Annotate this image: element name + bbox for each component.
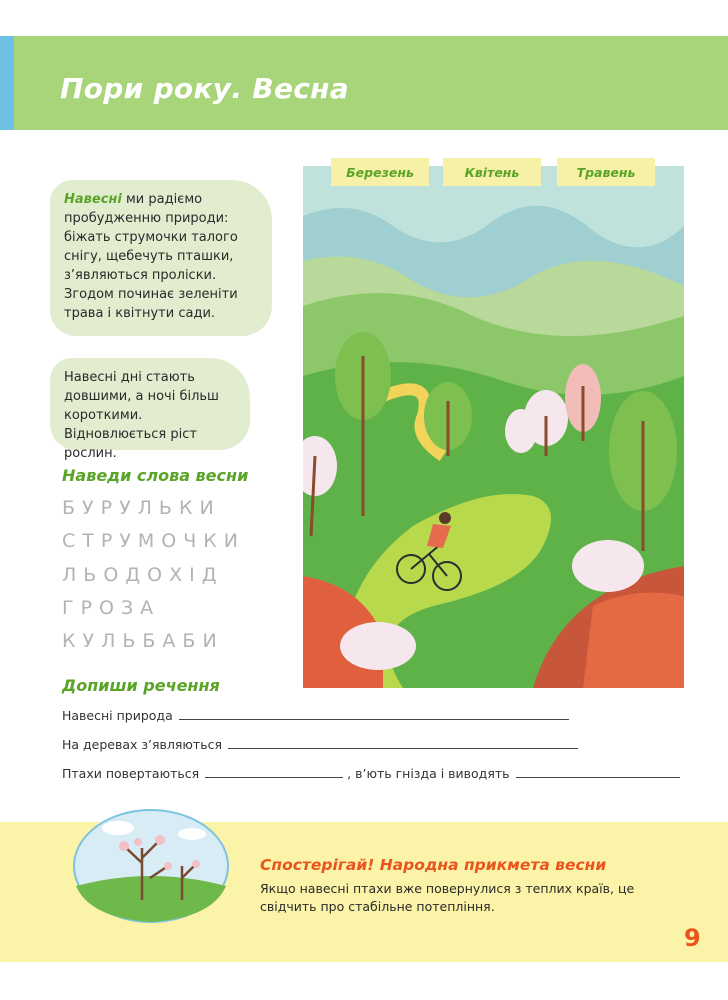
month-tab-april: Квітень bbox=[443, 158, 541, 186]
trace-section-title: Наведи слова весни bbox=[62, 466, 249, 485]
info-bubble-spring bbox=[50, 180, 272, 336]
page-number: 9 bbox=[684, 924, 701, 952]
info-bubble-days bbox=[50, 358, 250, 461]
sentence-text: Навесні природа bbox=[62, 708, 173, 723]
complete-section-title: Допиши речення bbox=[62, 676, 220, 695]
answer-line[interactable] bbox=[179, 718, 569, 720]
month-tab-march: Березень bbox=[331, 158, 429, 186]
header-accent-strip bbox=[0, 36, 14, 130]
trace-word: ЛЬОДОХІД bbox=[62, 564, 224, 586]
bubble-text: ми радіємо пробудженню природи: біжать струмочки талого снігу, щебечуть пташки, з’являються проліски. Згодом починає зеленіти трава і квітнути сади. bbox=[64, 192, 238, 321]
answer-line[interactable] bbox=[228, 747, 578, 749]
answer-line[interactable] bbox=[205, 776, 343, 778]
footer-text: Якщо навесні птахи вже повернулися з теплих країв, це свідчить про стабільне потепління. bbox=[260, 881, 635, 914]
footer-title: Спостерігай! Народна прикмета весни bbox=[260, 856, 607, 874]
sentence-text: , в’ють гнізда і виводять bbox=[347, 766, 510, 781]
spring-tree-circle-illustration bbox=[72, 808, 230, 924]
spring-landscape-illustration bbox=[303, 166, 684, 688]
bubble-text: Навесні дні стають довшими, а ночі більш короткими. Відновлюється ріст рослин. bbox=[64, 370, 219, 461]
sentence-3 bbox=[62, 766, 680, 781]
trace-word: КУЛЬБАБИ bbox=[62, 630, 224, 652]
sentence-2 bbox=[62, 737, 578, 752]
month-tab-may: Травень bbox=[557, 158, 655, 186]
page-title: Пори року. Весна bbox=[60, 72, 349, 105]
trace-word: БУРУЛЬКИ bbox=[62, 497, 221, 519]
answer-line[interactable] bbox=[516, 776, 680, 778]
sentence-text: На деревах з’являються bbox=[62, 737, 222, 752]
sentence-text: Птахи повертаються bbox=[62, 766, 200, 781]
trace-word: ГРОЗА bbox=[62, 597, 161, 619]
bubble-highlight-word: Навесні bbox=[64, 192, 122, 207]
sentence-1 bbox=[62, 708, 569, 723]
trace-word: СТРУМОЧКИ bbox=[62, 530, 245, 552]
